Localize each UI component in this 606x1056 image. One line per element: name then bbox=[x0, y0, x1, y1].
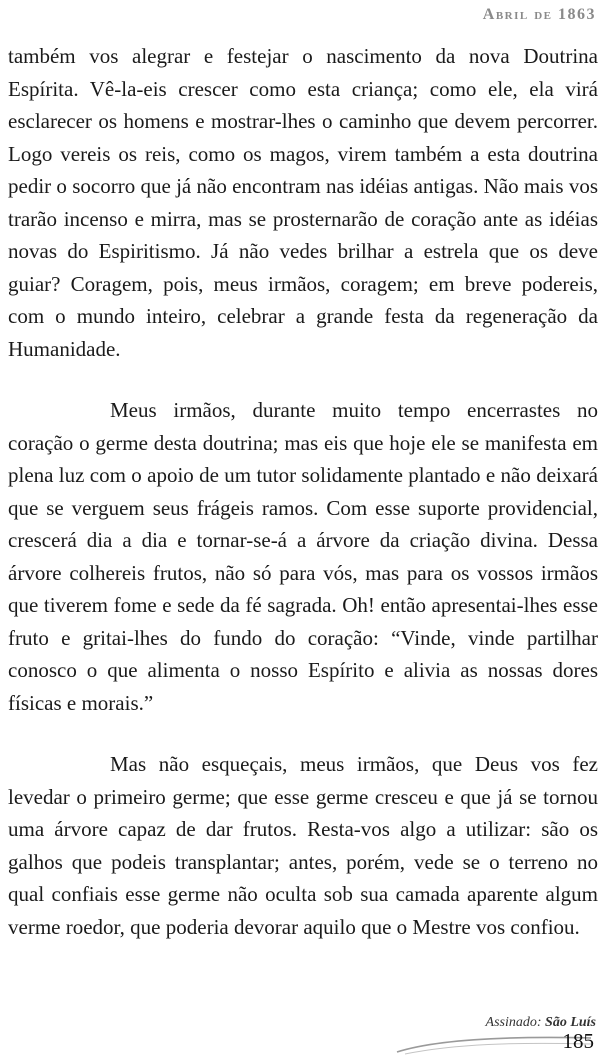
paragraph-2: Meus irmãos, durante muito tempo encerrastes no coração o germe desta doutrina; mas eis que hoje ele se manifesta em plena luz com o apoio de um tutor solidamente plantado e não deixará que se verguem seus frágeis ramos. Com esse suporte providencial, crescerá dia a dia e tornar-se-á a árvore da criação divina. Dessa árvore colhereis frutos, não só para vós, mas para os vossos irmãos que tiverem fome e sede da fé sagrada. Oh! então apresentai-lhes esse fruto e gritai-lhes do fundo do coração: “Vinde, vinde partilhar conosco o que alimenta o nosso Espírito e alivia as nossas dores físicas e morais.” bbox=[8, 398, 598, 715]
signature-name: São Luís bbox=[545, 1015, 596, 1030]
body-text bbox=[8, 40, 598, 943]
paragraph-1: também vos alegrar e festejar o nascimento da nova Doutrina Espírita. Vê-la-eis crescer como esta criança; como ele, ela virá esclarecer os homens e mostrar-lhes o caminho que devem percorrer. Logo vereis os reis, como os magos, virem também a esta doutrina pedir o socorro que já não encontram nas idéias antigas. Não mais vos trarão incenso e mirra, mas se prosternarão de coração ante as idéias novas do Espiritismo. Já não vedes brilhar a estrela que os deve guiar? Coragem, pois, meus irmãos, coragem; em breve podereis, com o mundo inteiro, celebrar a grande festa da regeneração da Humanidade. bbox=[8, 44, 598, 361]
running-head-title: Abril de 1863 bbox=[482, 6, 596, 23]
page-number: 185 bbox=[562, 1029, 594, 1053]
paragraph-3: Mas não esqueçais, meus irmãos, que Deus vos fez levedar o primeiro germe; que esse germe cresceu e que já se tornou uma árvore capaz de dar frutos. Resta-vos algo a utilizar: são os galhos que podeis transplantar; antes, porém, vede se o terreno no qual confiais esse germe não oculta sob sua camada aparente algum verme roedor, que poderia devorar aquilo que o Mestre vos confiou. bbox=[8, 752, 598, 939]
signature-label: Assinado: bbox=[485, 1015, 542, 1030]
